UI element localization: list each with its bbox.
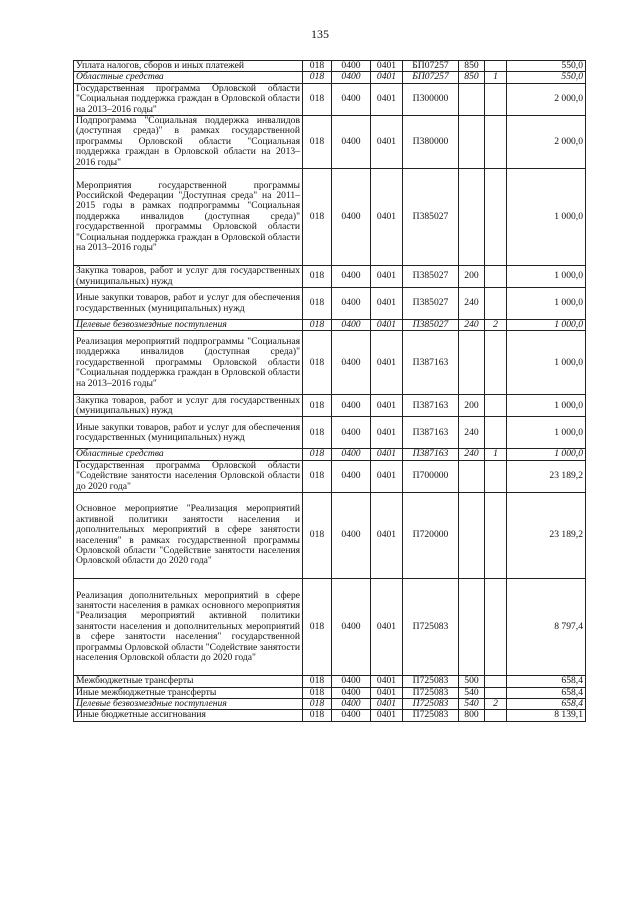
row-target-code: П380000	[403, 116, 459, 169]
row-section-code: 0400	[332, 116, 371, 169]
row-subsection-code: 0401	[371, 417, 403, 449]
row-name: Реализация дополнительных мероприятий в сфере занятости населения в рамках основного мероприятия "Реализация мероприятий активной политики занятости населения и дополнительных мероприятий в сфере занятости населения" государственной программы Орловской области "Содействие занятости населения Орловской области до 2020 года"	[74, 579, 303, 676]
row-amount: 23 189,2	[507, 460, 586, 492]
row-source-code: 1	[485, 72, 507, 83]
row-ministry-code: 018	[303, 72, 332, 83]
row-source-code	[485, 116, 507, 169]
row-ministry-code: 018	[303, 687, 332, 698]
budget-table	[73, 60, 586, 722]
table-row	[74, 116, 586, 169]
row-section-code: 0400	[332, 710, 371, 721]
row-source-code	[485, 288, 507, 320]
row-subsection-code: 0401	[371, 676, 403, 687]
row-expense-type: 200	[459, 395, 485, 417]
table-row	[74, 687, 586, 698]
row-name: Областные средства	[74, 449, 303, 460]
table-row	[74, 676, 586, 687]
row-ministry-code: 018	[303, 579, 332, 676]
row-subsection-code: 0401	[371, 493, 403, 579]
row-source-code	[485, 61, 507, 72]
table-row	[74, 331, 586, 395]
row-subsection-code: 0401	[371, 460, 403, 492]
row-ministry-code: 018	[303, 61, 332, 72]
row-section-code: 0400	[332, 395, 371, 417]
row-amount: 1 000,0	[507, 331, 586, 395]
row-expense-type	[459, 169, 485, 266]
row-target-code: П725083	[403, 579, 459, 676]
row-subsection-code: 0401	[371, 72, 403, 83]
row-ministry-code: 018	[303, 449, 332, 460]
row-ministry-code: 018	[303, 676, 332, 687]
row-ministry-code: 018	[303, 83, 332, 115]
row-subsection-code: 0401	[371, 320, 403, 331]
row-target-code: П387163	[403, 449, 459, 460]
row-expense-type: 850	[459, 72, 485, 83]
table-row	[74, 83, 586, 115]
row-ministry-code: 018	[303, 266, 332, 288]
table-row	[74, 320, 586, 331]
row-amount: 658,4	[507, 698, 586, 709]
row-amount: 2 000,0	[507, 116, 586, 169]
row-target-code: П385027	[403, 288, 459, 320]
row-section-code: 0400	[332, 687, 371, 698]
row-amount: 658,4	[507, 676, 586, 687]
row-amount: 1 000,0	[507, 449, 586, 460]
row-name: Целевые безвозмездные поступления	[74, 698, 303, 709]
row-amount: 2 000,0	[507, 83, 586, 115]
table-row	[74, 288, 586, 320]
row-name: Областные средства	[74, 72, 303, 83]
table-row	[74, 579, 586, 676]
row-source-code	[485, 676, 507, 687]
row-section-code: 0400	[332, 320, 371, 331]
row-source-code	[485, 579, 507, 676]
row-amount: 8 139,1	[507, 710, 586, 721]
row-ministry-code: 018	[303, 331, 332, 395]
row-expense-type: 500	[459, 676, 485, 687]
row-ministry-code: 018	[303, 460, 332, 492]
table-row	[74, 460, 586, 492]
row-amount: 1 000,0	[507, 169, 586, 266]
row-source-code	[485, 266, 507, 288]
row-expense-type: 850	[459, 61, 485, 72]
row-target-code: П700000	[403, 460, 459, 492]
row-expense-type	[459, 493, 485, 579]
row-ministry-code: 018	[303, 710, 332, 721]
row-source-code	[485, 395, 507, 417]
row-target-code: П725083	[403, 687, 459, 698]
row-source-code	[485, 169, 507, 266]
row-name: Иные межбюджетные трансферты	[74, 687, 303, 698]
row-target-code: П300000	[403, 83, 459, 115]
row-source-code: 2	[485, 320, 507, 331]
row-name: Иные закупки товаров, работ и услуг для обеспечения государственных (муниципальных) нужд	[74, 417, 303, 449]
row-source-code	[485, 331, 507, 395]
table-row	[74, 449, 586, 460]
row-amount: 550,0	[507, 61, 586, 72]
row-subsection-code: 0401	[371, 579, 403, 676]
row-section-code: 0400	[332, 493, 371, 579]
table-row	[74, 493, 586, 579]
row-name: Иные закупки товаров, работ и услуг для обеспечения государственных (муниципальных) нужд	[74, 288, 303, 320]
table-body	[74, 61, 586, 722]
table-row	[74, 395, 586, 417]
table-row	[74, 72, 586, 83]
row-name: Подпрограмма "Социальная поддержка инвалидов (доступная среда)" в рамках государственной программы Орловской области "Социальная поддержка граждан в Орловской области на 2013–2016 годы"	[74, 116, 303, 169]
row-name: Иные бюджетные ассигнования	[74, 710, 303, 721]
row-target-code: БП07257	[403, 61, 459, 72]
row-subsection-code: 0401	[371, 687, 403, 698]
row-section-code: 0400	[332, 331, 371, 395]
row-target-code: П385027	[403, 320, 459, 331]
row-expense-type: 240	[459, 320, 485, 331]
row-name: Уплата налогов, сборов и иных платежей	[74, 61, 303, 72]
row-section-code: 0400	[332, 266, 371, 288]
row-name: Закупка товаров, работ и услуг для государственных (муниципальных) нужд	[74, 266, 303, 288]
row-section-code: 0400	[332, 449, 371, 460]
row-ministry-code: 018	[303, 288, 332, 320]
row-ministry-code: 018	[303, 395, 332, 417]
row-target-code: П385027	[403, 169, 459, 266]
row-name: Основное мероприятие "Реализация мероприятий активной политики занятости населения и дополнительных мероприятий в сфере занятости населения" в рамках государственной программы Орловской области "Содействие занятости населения Орловской области до 2020 года"	[74, 493, 303, 579]
row-subsection-code: 0401	[371, 449, 403, 460]
row-ministry-code: 018	[303, 417, 332, 449]
row-amount: 8 797,4	[507, 579, 586, 676]
row-section-code: 0400	[332, 417, 371, 449]
table-row	[74, 710, 586, 721]
row-ministry-code: 018	[303, 320, 332, 331]
row-source-code	[485, 493, 507, 579]
row-subsection-code: 0401	[371, 61, 403, 72]
row-name: Закупка товаров, работ и услуг для государственных (муниципальных) нужд	[74, 395, 303, 417]
row-amount: 1 000,0	[507, 395, 586, 417]
row-expense-type	[459, 579, 485, 676]
row-amount: 1 000,0	[507, 320, 586, 331]
row-section-code: 0400	[332, 288, 371, 320]
row-name: Целевые безвозмездные поступления	[74, 320, 303, 331]
table-row	[74, 698, 586, 709]
row-expense-type: 800	[459, 710, 485, 721]
page-number: 135	[311, 27, 329, 41]
row-section-code: 0400	[332, 698, 371, 709]
row-section-code: 0400	[332, 169, 371, 266]
row-name: Государственная программа Орловской области "Содействие занятости населения Орловской области до 2020 года"	[74, 460, 303, 492]
row-amount: 1 000,0	[507, 417, 586, 449]
table-row	[74, 61, 586, 72]
row-section-code: 0400	[332, 676, 371, 687]
row-target-code: П720000	[403, 493, 459, 579]
row-source-code: 2	[485, 698, 507, 709]
row-name: Мероприятия государственной программы Российской Федерации "Доступная среда" на 2011–2015 годы в рамках подпрограммы "Социальная поддержка инвалидов (доступная среда)" государственной программы Орловской области "Социальная поддержка граждан в Орловской области на 2013–2016 годы"	[74, 169, 303, 266]
row-ministry-code: 018	[303, 169, 332, 266]
row-target-code: П725083	[403, 676, 459, 687]
row-expense-type: 240	[459, 288, 485, 320]
table-row	[74, 417, 586, 449]
row-subsection-code: 0401	[371, 116, 403, 169]
row-ministry-code: 018	[303, 493, 332, 579]
row-section-code: 0400	[332, 72, 371, 83]
row-expense-type	[459, 331, 485, 395]
row-subsection-code: 0401	[371, 266, 403, 288]
row-target-code: П725083	[403, 698, 459, 709]
row-expense-type: 240	[459, 417, 485, 449]
row-name: Реализация мероприятий подпрограммы "Социальная поддержка инвалидов (доступная среда)" государственной программы Орловской области "Социальная поддержка граждан в Орловской области на 2013–2016 годы"	[74, 331, 303, 395]
row-name: Межбюджетные трансферты	[74, 676, 303, 687]
row-target-code: П387163	[403, 331, 459, 395]
row-name: Государственная программа Орловской области "Социальная поддержка граждан в Орловской области на 2013–2016 годы"	[74, 83, 303, 115]
row-subsection-code: 0401	[371, 331, 403, 395]
row-section-code: 0400	[332, 460, 371, 492]
row-amount: 1 000,0	[507, 288, 586, 320]
row-expense-type: 540	[459, 698, 485, 709]
row-target-code: П385027	[403, 266, 459, 288]
row-section-code: 0400	[332, 83, 371, 115]
row-expense-type	[459, 460, 485, 492]
row-target-code: П725083	[403, 710, 459, 721]
row-section-code: 0400	[332, 61, 371, 72]
row-expense-type	[459, 83, 485, 115]
row-source-code	[485, 83, 507, 115]
row-amount: 1 000,0	[507, 266, 586, 288]
row-expense-type	[459, 116, 485, 169]
row-amount: 23 189,2	[507, 493, 586, 579]
row-section-code: 0400	[332, 579, 371, 676]
row-source-code	[485, 710, 507, 721]
row-source-code	[485, 687, 507, 698]
row-amount: 550,0	[507, 72, 586, 83]
row-expense-type: 540	[459, 687, 485, 698]
row-target-code: П387163	[403, 395, 459, 417]
row-subsection-code: 0401	[371, 83, 403, 115]
row-source-code	[485, 417, 507, 449]
row-ministry-code: 018	[303, 116, 332, 169]
row-subsection-code: 0401	[371, 710, 403, 721]
row-subsection-code: 0401	[371, 698, 403, 709]
table-row	[74, 169, 586, 266]
row-expense-type: 240	[459, 449, 485, 460]
row-subsection-code: 0401	[371, 288, 403, 320]
row-source-code	[485, 460, 507, 492]
row-source-code: 1	[485, 449, 507, 460]
row-target-code: П387163	[403, 417, 459, 449]
row-ministry-code: 018	[303, 698, 332, 709]
table-row	[74, 266, 586, 288]
row-target-code: БП07257	[403, 72, 459, 83]
row-expense-type: 200	[459, 266, 485, 288]
row-subsection-code: 0401	[371, 395, 403, 417]
row-subsection-code: 0401	[371, 169, 403, 266]
row-amount: 658,4	[507, 687, 586, 698]
